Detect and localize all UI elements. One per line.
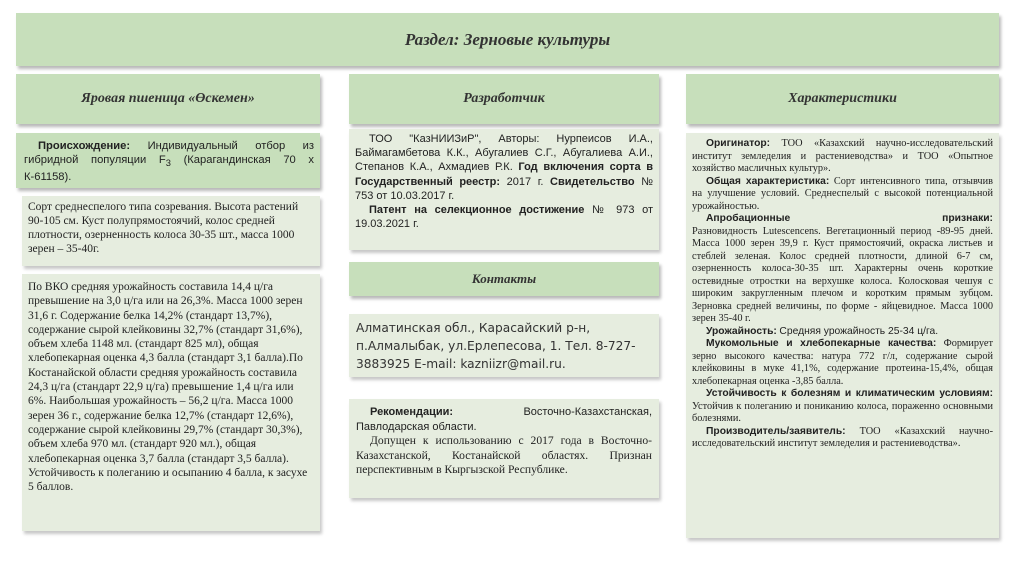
- section-header: [16, 13, 999, 66]
- producer-paragraph: [692, 426, 993, 451]
- characteristics-title: Характеристики: [788, 91, 897, 106]
- contacts-title: Контакты: [471, 271, 537, 286]
- originator-paragraph: [692, 138, 993, 176]
- variety-description: Сорт среднеспелого типа созревания. Высота растений 90-105 см. Куст полупрямостоячий, колос средней плотности, озерненность колоса 30-35 шт., масса 1000 зерен – 35-40г.: [28, 201, 299, 255]
- allowed-paragraph: [356, 434, 652, 478]
- registry-year: 2017 г.: [506, 175, 544, 188]
- patent-label: Патент на селекционное достижение: [369, 204, 585, 217]
- patent-paragraph: [355, 203, 653, 231]
- developer-paragraph: [355, 132, 653, 203]
- resistance-label: Устойчивость к болезням и климатическим условиям:: [706, 388, 993, 399]
- certificate-label: Свидетельство: [550, 175, 635, 188]
- originator-label: Оригинатор:: [706, 138, 771, 149]
- origin-tail: (Карагандинская 70 x К-61158).: [24, 154, 315, 184]
- contacts-title-box: [349, 262, 659, 296]
- developer-title-box: [349, 74, 659, 124]
- general-text: Сорт интенсивного типа, отзывчив на улучшение условий. Среднеспелый с высокой потенциальной урожайностью.: [692, 175, 993, 212]
- originator-text: ТОО «Казахский научно-исследовательский институт земледелия и растениеводства» и ТОО «Опытное хозяйство масличных культур».: [692, 138, 993, 174]
- contacts-text: Алматинская обл., Карасайский р-н, п.Алмалыбак, ул.Ерлепесова, 1. Тел. 8-727-3883925 E-mail: kazniizr@mail.ru.: [356, 321, 636, 371]
- characteristics-title-box: [686, 74, 999, 124]
- allowed-text: Допущен к использованию с 2017 года в Восточно-Казахстанской, Костанайской областях. Признан перспективным в Кыргызской Республике.: [356, 434, 652, 476]
- certificate-text: № 753 от 10.03.2017 г.: [355, 175, 653, 202]
- approbation-heading: [692, 213, 993, 226]
- quality-label: Мукомольные и хлебопекарные качества:: [706, 338, 937, 349]
- resistance-text: Устойчив к полеганию и пониканию колоса, пораженно основными болезнями.: [692, 400, 993, 424]
- characteristics-box: [686, 133, 999, 538]
- recommendations-text: Восточно-Казахстанская, Павлодарская области.: [356, 406, 652, 433]
- variety-title-box: [16, 74, 320, 124]
- recommendations-box: [349, 399, 659, 498]
- variety-description-box: [22, 196, 320, 266]
- developer-box: [349, 129, 659, 250]
- general-label: Общая характеристика:: [706, 175, 830, 187]
- origin-text: Индивидуальный отбор из гибридной популяции F: [24, 140, 315, 166]
- resistance-paragraph: [692, 388, 993, 426]
- section-title: Раздел: Зерновые культуры: [404, 29, 611, 49]
- recommendations-paragraph: [356, 405, 652, 434]
- approbation-label: Апробационные: [706, 213, 791, 224]
- quality-paragraph: [692, 338, 993, 388]
- producer-text: ТОО «Казахский научно-исследовательский институт земледелия и растениеводства».: [692, 425, 994, 449]
- yield-description: По ВКО средняя урожайность составила 14,4 ц/га превышение на 3,0 ц/га или на 26,3%. Масса 1000 зерен 31,6 г. Содержание белка 14,2% (стандарт 13,7%), содержание сырой клейковины 32,7% (стандарт 31,6%), объем хлеба 1148 мл. (стандарт 825 мл), общая хлебопекарная оценка 4,3 балла (стандарт 3,1 балла).По Костанайской области средняя урожайность составила 24,3 ц/га (стандарт 22,9 ц/га) превышение 1,4 ц/га или 6%. Наибольшая урожайность – 56,2 ц/га. Масса 1000 зерен 36 г., содержание белка 12,7% (стандарт 12,6%), содержание сырой клейковины 29,7% (стандарт 30,3%), объем хлеба 970 мл. (стандарт 920 мл.), общая хлебопекарная оценка 3,7 балла (стандарт 3,5 балла). Устойчивость к полеганию и осыпанию 4 балла, к засухе 5 баллов.: [28, 281, 308, 494]
- yield-text: Средняя урожайность 25-34 ц/га.: [779, 325, 939, 337]
- approbation-label-2: признаки:: [942, 213, 993, 224]
- approbation-text: Разновидность Lutescencens. Вегетационный период -89-95 дней. Масса 1000 зерен 39,9 г. Куст прямостоячий, окраска листьев и стеблей зеленая. Колос средней плотности, длиной 6-7 см, озерненность колоса-30-35 шт. Характерны очень короткие остевидные отростки на верхушке колоса. Колосковая чешуя с широким закругленным плечом и коротким прямым зубцом. Зерновка средней величины, по форме - яйцевидное. Масса 1000 зерен 35-40 г.: [692, 225, 993, 324]
- producer-label: Производитель/заявитель:: [706, 425, 846, 437]
- yield-paragraph: [692, 326, 993, 339]
- yield-label: Урожайность:: [706, 325, 777, 337]
- quality-text: Формирует зерно высокого качества: натура 772 г/л, содержание сырой клейковины в муке 41,1%, содержание протеина-15,4%, общая хлебопекарная оценка -3,85 балла.: [692, 338, 993, 387]
- registry-label: Год включения сорта в Государственный реестр:: [355, 161, 653, 188]
- general-paragraph: [692, 176, 993, 214]
- origin-label: Происхождение:: [38, 140, 131, 152]
- variety-title: Яровая пшеница «Өскемен»: [81, 91, 255, 106]
- origin-subscript: 3: [165, 158, 171, 169]
- origin-box: [16, 133, 320, 188]
- yield-box: [22, 274, 320, 531]
- developer-text: ТОО "КазНИИЗиР", Авторы: Нурпеисов И.А., Баймагамбетова К.К., Абугалиев С.Г., Абугалиева А.И., Степанов К.А., Ахмадиев Р.К.: [355, 133, 653, 174]
- origin-paragraph: [24, 139, 314, 184]
- contacts-box: [349, 314, 659, 377]
- developer-title: Разработчик: [463, 91, 545, 106]
- recommendations-label: Рекомендации:: [370, 406, 454, 418]
- patent-text: № 973 от 19.03.2021 г.: [355, 204, 653, 231]
